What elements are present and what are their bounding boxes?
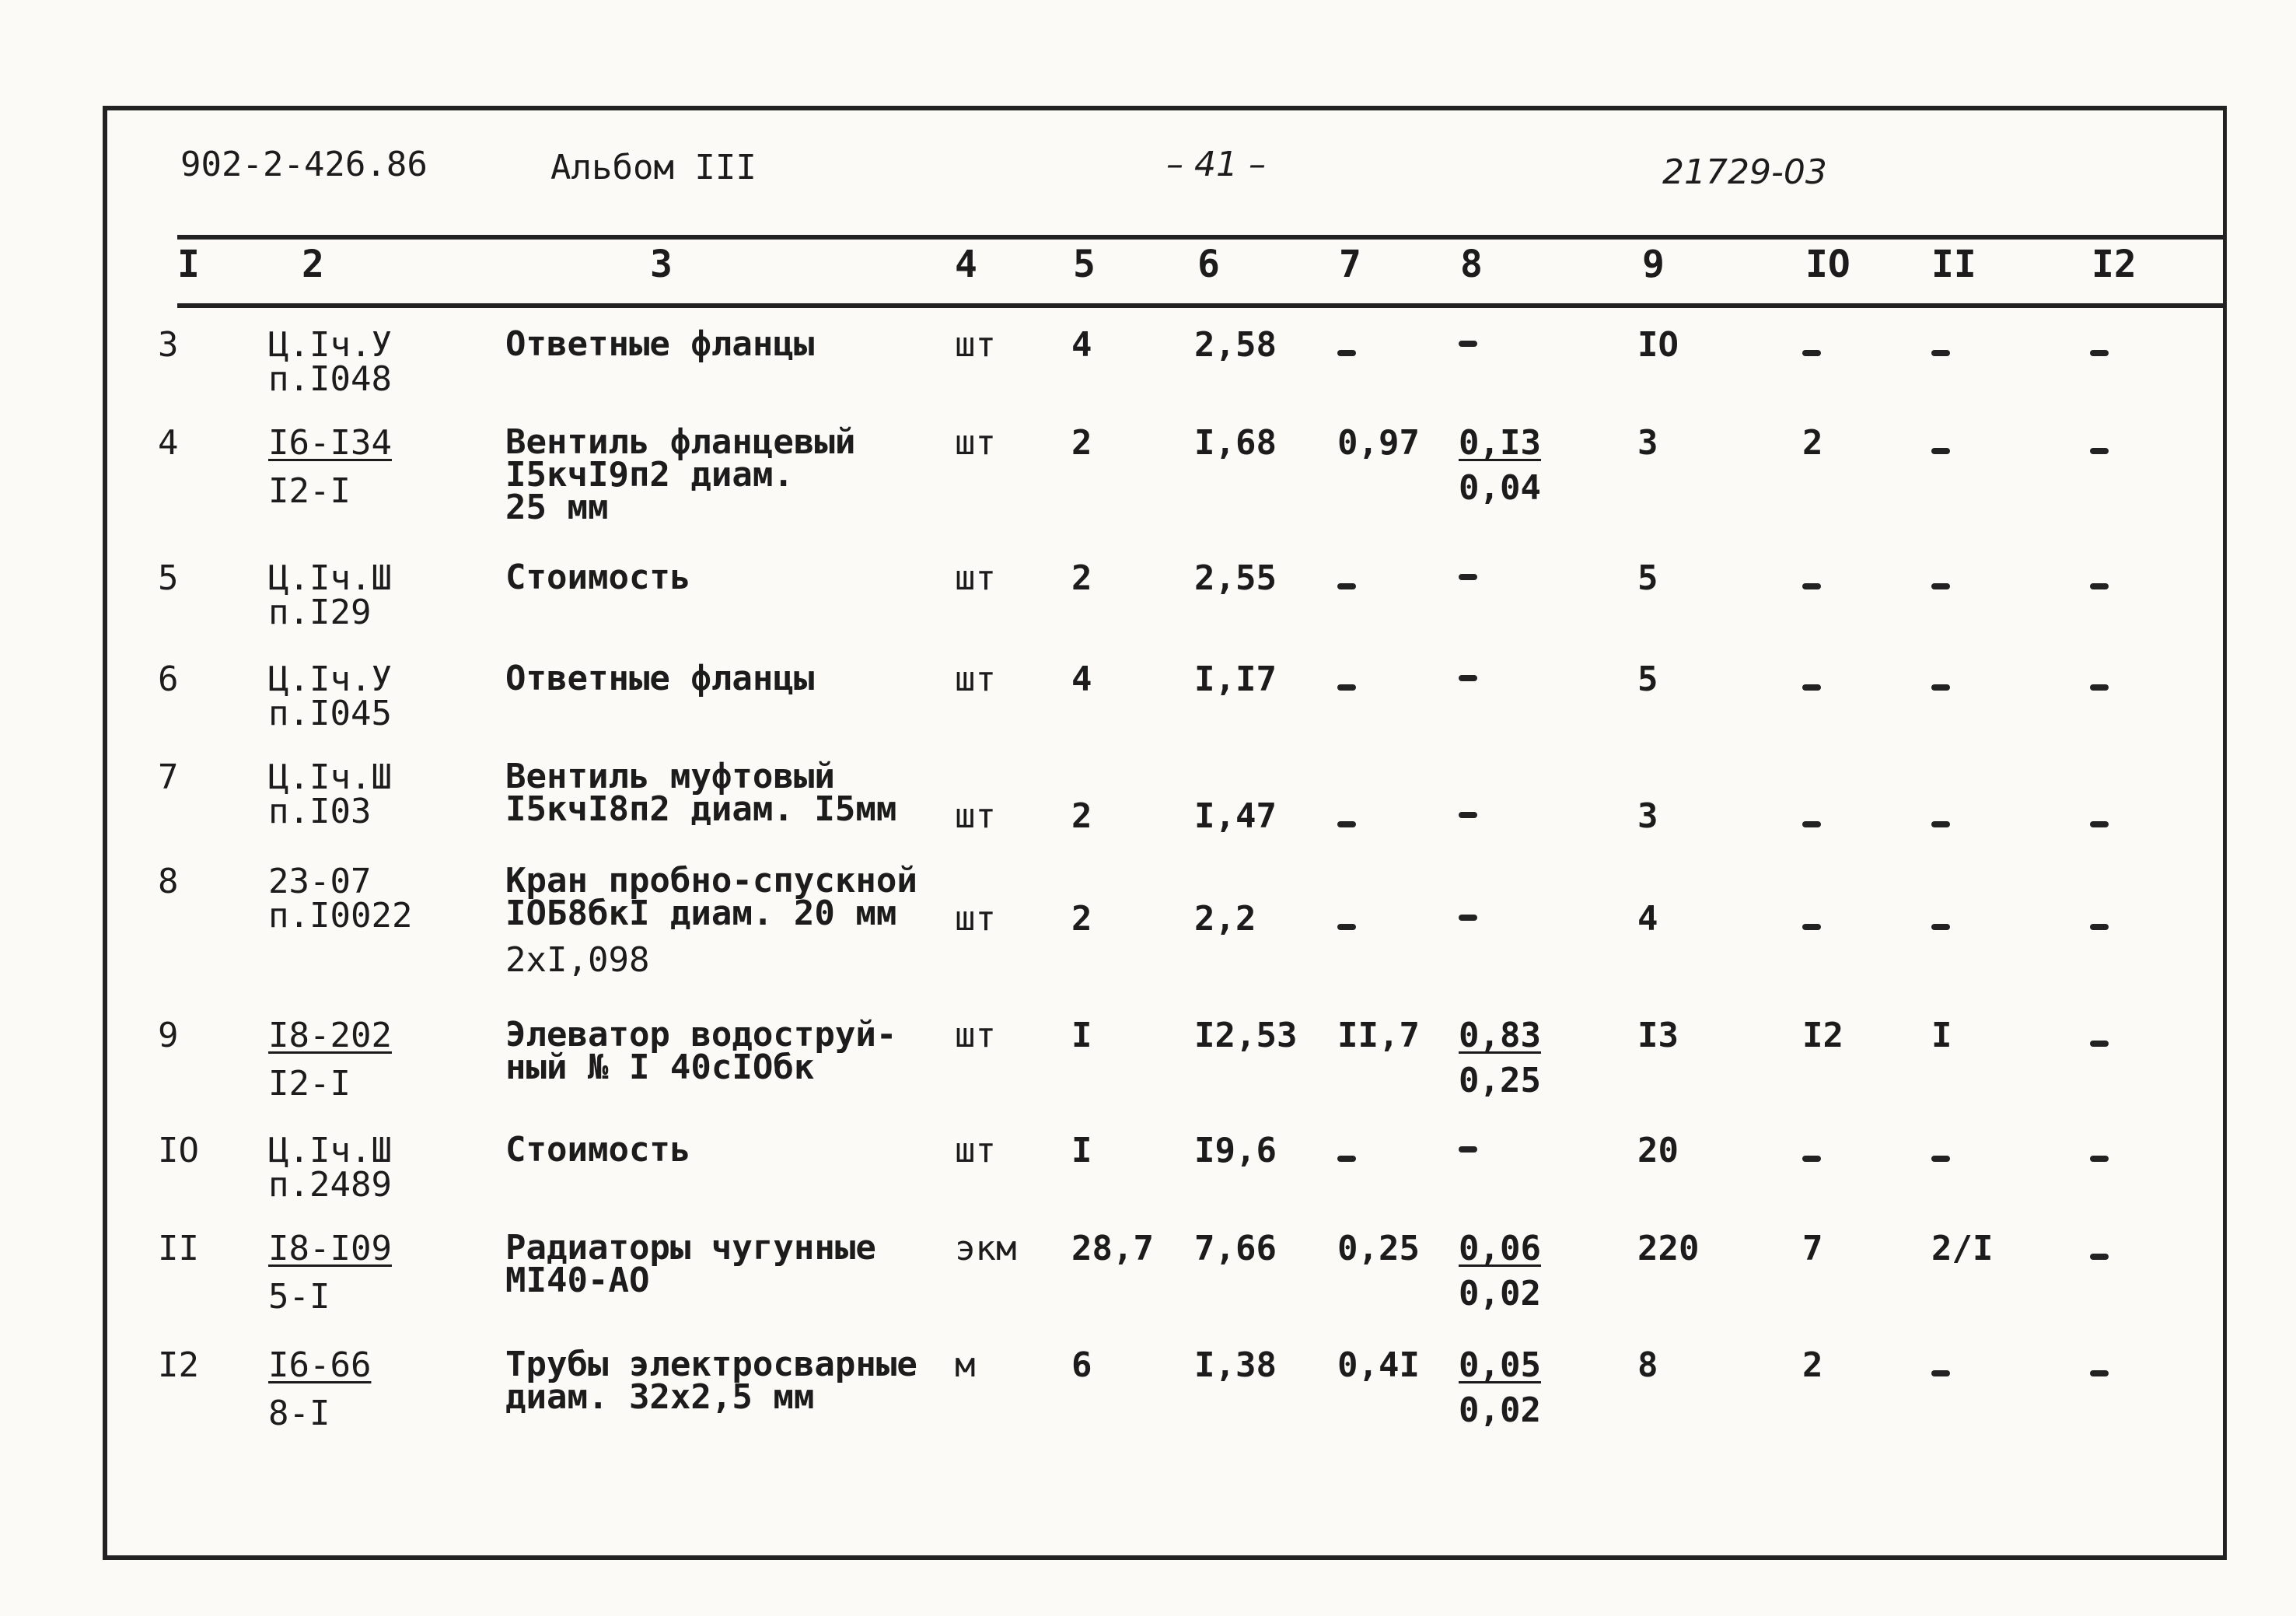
col11-value [1931,426,1950,460]
column-number-6: 6 [1197,243,1220,286]
col9-value: 220 [1637,1229,1700,1268]
col12-value [2090,1019,2109,1053]
row-number: II [158,1229,199,1268]
col8-value [1459,1229,1541,1313]
item-description-line: Радиаторы чугунные [505,1228,876,1268]
item-description [505,1015,897,1087]
norm-code-line: Ц.Iч.У [268,325,392,365]
unit-price: 2,55 [1194,558,1277,598]
col8-numerator: 0,I3 [1459,423,1541,463]
item-description-line: Стоимость [505,558,691,597]
col12-value [2090,663,2109,697]
col7-value [1337,561,1356,596]
item-description-line: ный № I 40сIOбк [505,1047,815,1087]
item-description [505,757,897,829]
col9-value: 3 [1637,423,1658,463]
unit: шт [955,1016,996,1055]
col7-value: II,7 [1337,1016,1420,1055]
col9-value: 3 [1637,796,1658,836]
item-description-line: Кран пробно-спускной [505,861,917,901]
dash-mark [1459,675,1477,681]
unit: шт [955,899,996,939]
col11-value [1931,799,1950,834]
norm-code-line: I6-I34 [268,423,392,463]
dash-mark [1337,1156,1356,1162]
column-number-5: 5 [1073,243,1096,286]
item-description [505,861,917,980]
column-number-9: 9 [1642,243,1665,286]
col10-value: 2 [1802,423,1823,463]
norm-code [268,757,392,831]
item-description [505,1345,917,1417]
norm-code-line: 23-07 [268,862,372,901]
item-description-line: I5кчI9п2 диам. [505,454,794,495]
item-description-line: МI40-АО [505,1260,650,1300]
col11-value [1931,902,1950,936]
row-number: 6 [158,659,179,699]
col12-value [2090,1348,2109,1383]
norm-code [268,659,392,733]
col8-numerator: 0,05 [1459,1345,1541,1385]
unit-price: I,38 [1194,1345,1277,1385]
quantity: 4 [1071,659,1092,699]
dash-mark [1459,574,1477,580]
row-number: IO [158,1131,199,1170]
dash-mark [1459,812,1477,818]
item-description-line: IOБ8бкI диам. 20 мм [505,893,897,933]
dash-mark [1802,684,1821,691]
norm-code-line: I8-I09 [268,1229,392,1268]
col9-value: 4 [1637,899,1658,939]
item-description-line: 2xI,098 [505,939,650,980]
column-number-3: 3 [650,243,673,286]
dash-mark [2090,583,2109,589]
item-description [505,558,691,597]
col7-value: 0,25 [1337,1229,1420,1268]
col8-value [1459,1134,1477,1153]
quantity: 4 [1071,325,1092,365]
norm-code-line: I2-I [268,471,351,511]
item-description-line: Ответные фланцы [505,659,815,698]
norm-code [268,558,392,632]
item-description-line: Стоимость [505,1130,691,1170]
dash-mark [1337,821,1356,827]
col12-value [2090,426,2109,460]
quantity: 6 [1071,1345,1092,1385]
column-number-12: I2 [2092,243,2137,286]
col10-value [1802,1134,1821,1168]
col12-value [2090,328,2109,362]
unit-price: 2,2 [1194,899,1256,939]
item-description-line: Трубы электросварные [505,1345,917,1384]
item-description-line: диам. 32x2,5 мм [505,1376,815,1417]
dash-mark [1802,924,1821,930]
norm-code-line: п.I045 [268,694,392,733]
col8-value [1459,663,1477,681]
col8-denominator: 0,02 [1459,1390,1541,1430]
norm-code-line: п.I03 [268,792,372,831]
quantity: I [1071,1016,1092,1055]
col10-value: 2 [1802,1345,1823,1385]
col9-value: 5 [1637,659,1658,699]
dash-mark [1459,1146,1477,1153]
unit: шт [955,325,996,365]
col12-value [2090,1134,2109,1168]
col11-value: 2/I [1931,1229,1994,1268]
col9-value: 5 [1637,558,1658,598]
norm-code-line: Ц.Iч.Ш [268,1131,392,1170]
row-number: 8 [158,862,179,901]
item-description [505,324,815,364]
unit: шт [955,659,996,699]
norm-code-line: п.I048 [268,359,392,399]
dash-mark [1802,350,1821,356]
dash-mark [1931,350,1950,356]
col7-value [1337,799,1356,834]
dash-mark [1802,583,1821,589]
header-rule-top [177,235,2227,240]
dash-mark [1931,1370,1950,1376]
col11-value [1931,1134,1950,1168]
col9-value: 20 [1637,1131,1679,1170]
unit-price: 7,66 [1194,1229,1277,1268]
item-description [505,659,815,698]
column-number-8: 8 [1460,243,1483,286]
norm-code-line: I6-66 [268,1345,372,1385]
norm-code-line: Ц.Iч.Ш [268,757,392,797]
col8-value [1459,902,1477,921]
item-description-line: I5кчI8п2 диам. I5мм [505,789,897,829]
dash-mark [2090,1041,2109,1047]
norm-code [268,1229,392,1317]
row-number: I2 [158,1345,199,1385]
row-number: 4 [158,423,179,463]
col11-value: I [1931,1016,1952,1055]
norm-code-line: Ц.Iч.У [268,659,392,699]
dash-mark [1337,924,1356,930]
col9-value: I3 [1637,1016,1679,1055]
column-number-7: 7 [1339,243,1361,286]
column-number-4: 4 [955,243,977,286]
dash-mark [1459,341,1477,347]
norm-code-line: п.I0022 [268,896,413,936]
project-number: 21729-03 [1662,152,1827,192]
col7-value [1337,902,1356,936]
dash-mark [2090,350,2109,356]
column-number-2: 2 [302,243,324,286]
unit-price: I,I7 [1194,659,1277,699]
dash-mark [1459,915,1477,921]
quantity: 28,7 [1071,1229,1154,1268]
quantity: I [1071,1131,1092,1170]
col9-value: 8 [1637,1345,1658,1385]
item-description-line: Вентиль фланцевый [505,422,856,462]
dash-mark [2090,684,2109,691]
item-description-line: Элеватор водоструй- [505,1015,897,1055]
quantity: 2 [1071,796,1092,836]
col8-denominator: 0,02 [1459,1274,1541,1313]
col10-value: I2 [1802,1016,1843,1055]
unit: шт [955,1131,996,1170]
item-description-line: Ответные фланцы [505,324,815,364]
item-description-line: Вентиль муфтовый [505,757,835,796]
dash-mark [1931,1156,1950,1162]
unit-price: 2,58 [1194,325,1277,365]
col12-value [2090,902,2109,936]
col8-value [1459,423,1541,508]
dash-mark [1337,583,1356,589]
unit: шт [955,423,996,463]
dash-mark [1931,924,1950,930]
col8-numerator: 0,83 [1459,1016,1541,1055]
item-description [505,1130,691,1170]
norm-code [268,1345,372,1433]
norm-code [268,1131,392,1205]
col8-denominator: 0,25 [1459,1061,1541,1100]
col7-value [1337,1134,1356,1168]
row-number: 5 [158,558,179,598]
col12-value [2090,799,2109,834]
dash-mark [1931,684,1950,691]
norm-code-line: Ц.Iч.Ш [268,558,392,598]
dash-mark [1931,821,1950,827]
col12-value [2090,561,2109,596]
col9-value: IO [1637,325,1679,365]
dash-mark [1802,1156,1821,1162]
doc-code: 902-2-426.86 [180,145,428,184]
row-number: 9 [158,1016,179,1055]
col10-value [1802,902,1821,936]
dash-mark [1337,350,1356,356]
norm-code-line: п.2489 [268,1165,392,1205]
col7-value [1337,663,1356,697]
col10-value: 7 [1802,1229,1823,1268]
row-number: 7 [158,757,179,797]
dash-mark [1802,821,1821,827]
col8-value [1459,561,1477,580]
dash-mark [2090,1156,2109,1162]
col11-value [1931,328,1950,362]
col12-value [2090,1232,2109,1266]
norm-code [268,862,413,936]
col7-value: 0,4I [1337,1345,1420,1385]
col8-value [1459,1345,1541,1430]
norm-code-line: 8-I [268,1394,330,1433]
dash-mark [2090,448,2109,454]
page-number: – 41 – [1166,145,1266,184]
col11-value [1931,663,1950,697]
col8-value [1459,328,1477,347]
column-number-1: I [177,243,200,286]
dash-mark [1337,684,1356,691]
col7-value: 0,97 [1337,423,1420,463]
norm-code-line: п.I29 [268,593,372,632]
unit-price: I,68 [1194,423,1277,463]
col10-value [1802,328,1821,362]
col11-value [1931,1348,1950,1383]
dash-mark [1931,583,1950,589]
unit: шт [955,796,996,836]
unit-price: I,47 [1194,796,1277,836]
unit: экм [955,1229,1017,1268]
col11-value [1931,561,1950,596]
page-frame [103,106,2227,1560]
dash-mark [1931,448,1950,454]
unit: м [955,1345,976,1385]
unit-price: I9,6 [1194,1131,1277,1170]
col10-value [1802,799,1821,834]
item-description [505,1228,876,1300]
col7-value [1337,328,1356,362]
norm-code [268,325,392,399]
item-description [505,422,856,527]
dash-mark [2090,1370,2109,1376]
quantity: 2 [1071,558,1092,598]
col8-value [1459,799,1477,818]
dash-mark [2090,821,2109,827]
dash-mark [2090,1254,2109,1260]
row-number: 3 [158,325,179,365]
col8-value [1459,1016,1541,1100]
norm-code [268,423,392,511]
col8-denominator: 0,04 [1459,468,1541,508]
header-rule-bottom [177,303,2227,308]
unit-price: I2,53 [1194,1016,1298,1055]
norm-code [268,1016,392,1104]
norm-code-line: I2-I [268,1064,351,1104]
dash-mark [2090,924,2109,930]
album-label: Альбом III [550,148,757,187]
quantity: 2 [1071,423,1092,463]
norm-code-line: 5-I [268,1277,330,1317]
column-number-10: IO [1805,243,1850,286]
item-description-line: 25 мм [505,487,609,527]
col10-value [1802,663,1821,697]
col8-numerator: 0,06 [1459,1229,1541,1268]
column-number-11: II [1931,243,1976,286]
quantity: 2 [1071,899,1092,939]
norm-code-line: I8-202 [268,1016,392,1055]
col10-value [1802,561,1821,596]
unit: шт [955,558,996,598]
